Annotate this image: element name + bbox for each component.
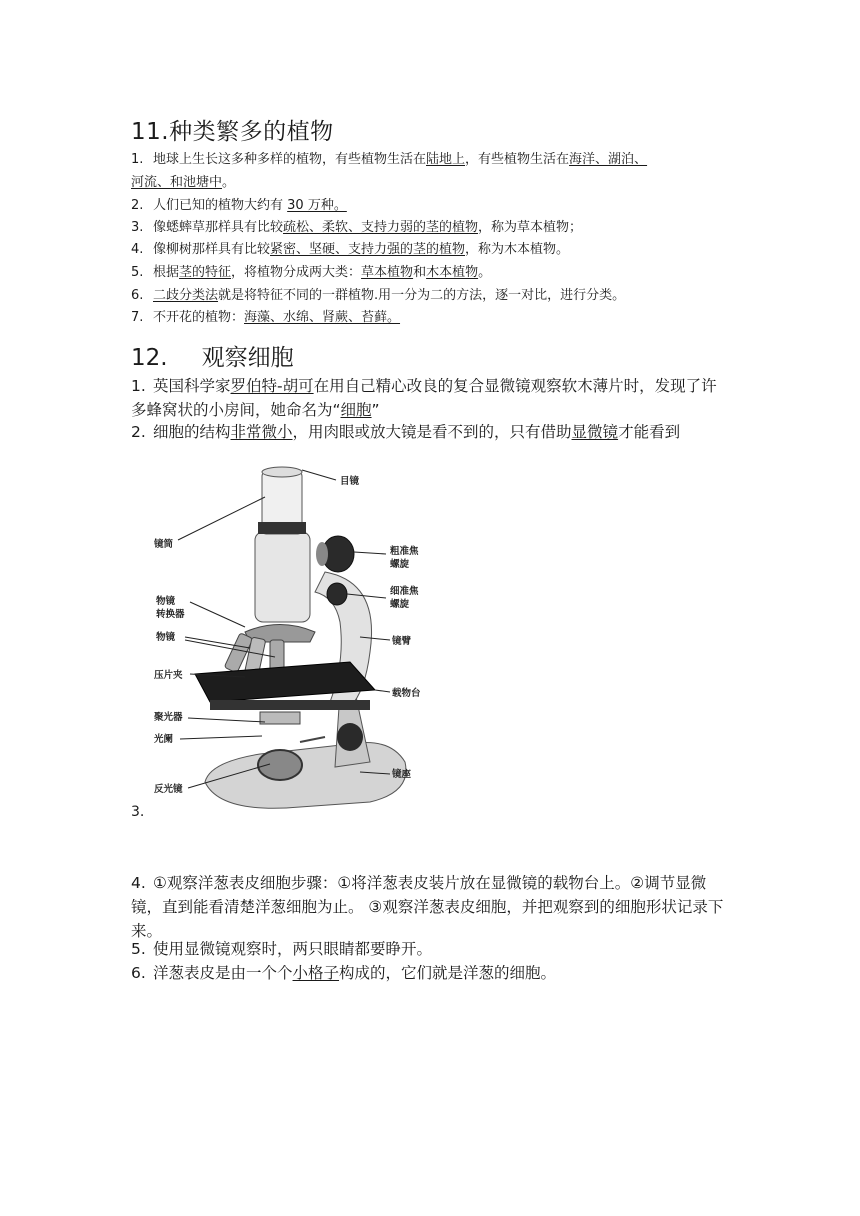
list-item-text: 英国科学家 (153, 377, 231, 395)
section-12-heading: 观察细胞 (201, 345, 294, 371)
list-item-text: 就是将特征不同的一群植物.用一分为二的方法，逐一对比，进行分类。 (218, 288, 626, 303)
body-shape (255, 532, 310, 622)
list-item-text: 。 (478, 265, 492, 280)
underlined-keyword: 海藻、水绵、肾蕨、苔藓。 (244, 310, 401, 325)
section-11-title: 11.种类繁多的植物 (131, 119, 334, 145)
list-item-number: 2. (131, 198, 144, 213)
list-item-text: 在用自己精心改良的复合显微镜观察软木薄片时，发现了许多蜂窝状的小房间，她命名为“ (131, 377, 717, 419)
list-item-text: 和 (413, 265, 427, 280)
list-item-text: 像蟋蟀草那样具有比较 (153, 220, 284, 235)
label-coarse-1: 粗准焦 (390, 546, 419, 557)
list-item (131, 374, 731, 422)
list-item-number: 4. (131, 874, 146, 892)
microscope-diagram (150, 462, 440, 818)
list-item-text: ，称为草本植物； (478, 220, 583, 235)
condenser-shape (260, 712, 300, 724)
list-item-text: 人们已知的植物大约有 (153, 198, 288, 213)
list-item (131, 239, 569, 261)
list-item-text: 根据 (153, 265, 180, 280)
list-item (131, 961, 731, 985)
section-12-number: 12. (131, 345, 168, 371)
list-item (131, 420, 731, 444)
list-item-text: ，将植物分成两大类： (231, 265, 362, 280)
underlined-keyword: 30 万种。 (287, 198, 347, 213)
list-item-text: ①观察洋葱表皮细胞步骤：①将洋葱表皮装片放在显微镜的载物台上。②调节显微镜，直到能看清楚洋葱细胞为止。 ③观察洋葱表皮细胞，并把观察到的细胞形状记录下来。 (131, 874, 724, 940)
label-fine-1: 细准焦 (390, 586, 419, 597)
list-item-text: 地球上生长这多种多样的植物，有些植物生活在 (153, 152, 427, 167)
label-converter-2: 转换器 (156, 609, 185, 620)
list-item-text: 才能看到 (618, 423, 681, 441)
coarse-knob-hub (316, 542, 328, 566)
list-item (131, 195, 347, 217)
list-item (131, 172, 235, 194)
underlined-keyword: 海洋、湖泊、 (569, 152, 648, 167)
label-arm: 镜臂 (392, 636, 412, 647)
list-item (131, 285, 625, 307)
eyepiece-shape (262, 467, 302, 477)
underlined-keyword: 茎的特征 (179, 265, 232, 280)
list-item-text: 使用显微镜观察时，两只眼睛都要睁开。 (153, 940, 433, 958)
underlined-keyword: 二歧分类法 (153, 288, 219, 303)
label-coarse-2: 螺旋 (390, 559, 410, 570)
underlined-keyword: 非常微小 (230, 423, 293, 441)
list-item (131, 262, 491, 284)
label-mirror: 反光镜 (154, 784, 183, 795)
label-eyepiece: 目镜 (340, 476, 360, 487)
underlined-keyword: 草本植物 (361, 265, 414, 280)
section-12-title (131, 339, 294, 372)
list-item (131, 149, 647, 171)
base-shape (205, 742, 406, 808)
list-item-number: 3. (131, 220, 144, 235)
tube-ring (258, 522, 306, 534)
list-item (131, 307, 400, 329)
underlined-keyword: 河流、和池塘中 (131, 175, 223, 190)
list-item-number: 6. (131, 288, 144, 303)
list-item-text: ，称为木本植物。 (465, 242, 570, 257)
list-item-text: ，用肉眼或放大镜是看不到的，只有借助 (292, 423, 572, 441)
list-item-text: 细胞的结构 (153, 423, 231, 441)
underlined-keyword: 细胞 (340, 401, 372, 419)
lower-knob (337, 723, 363, 751)
label-clip: 压片夹 (154, 670, 183, 681)
underlined-keyword: 疏松、柔软、支持力弱的茎的植物 (283, 220, 479, 235)
list-item (131, 871, 731, 943)
list-item-number: 2. (131, 423, 146, 441)
label-tube: 镜筒 (154, 539, 174, 550)
label-stage: 载物台 (392, 688, 421, 699)
underlined-keyword: 木本植物 (426, 265, 479, 280)
label-fine-2: 螺旋 (390, 599, 410, 610)
underlined-keyword: 小格子 (292, 964, 340, 982)
list-item-number: 6. (131, 964, 146, 982)
list-item-text: 像柳树那样具有比较 (153, 242, 271, 257)
underlined-keyword: 紧密、坚硬、支持力强的茎的植物 (270, 242, 466, 257)
list-item-text: ，有些植物生活在 (465, 152, 570, 167)
fine-knob (327, 583, 347, 605)
figure-number: 3. (131, 804, 145, 820)
underlined-keyword: 显微镜 (571, 423, 619, 441)
list-item-text: 洋葱表皮是由一个个 (153, 964, 293, 982)
list-item-text: 不开花的植物： (153, 310, 245, 325)
list-item (131, 937, 731, 961)
underlined-keyword: 罗伯特-胡可 (230, 377, 314, 395)
label-diaphragm: 光阑 (154, 734, 174, 745)
list-item-number: 1. (131, 152, 144, 167)
list-item (131, 217, 582, 239)
label-objective: 物镜 (156, 632, 176, 643)
list-item-text: ” (371, 401, 380, 419)
label-base: 镜座 (392, 769, 412, 780)
list-item-text: 构成的，它们就是洋葱的细胞。 (339, 964, 557, 982)
stage-edge (210, 700, 370, 710)
list-item-number: 5. (131, 940, 146, 958)
underlined-keyword: 陆地上 (426, 152, 466, 167)
label-converter-1: 物镜 (156, 596, 176, 607)
list-item-number: 7. (131, 310, 144, 325)
mirror-shape (258, 750, 302, 780)
list-item-text: 。 (222, 175, 236, 190)
mirror-arm (300, 737, 325, 742)
list-item-number: 1. (131, 377, 146, 395)
label-condenser: 聚光器 (154, 712, 183, 723)
list-item-number: 5. (131, 265, 144, 280)
microscope-figure (150, 462, 440, 818)
list-item-number: 4. (131, 242, 144, 257)
